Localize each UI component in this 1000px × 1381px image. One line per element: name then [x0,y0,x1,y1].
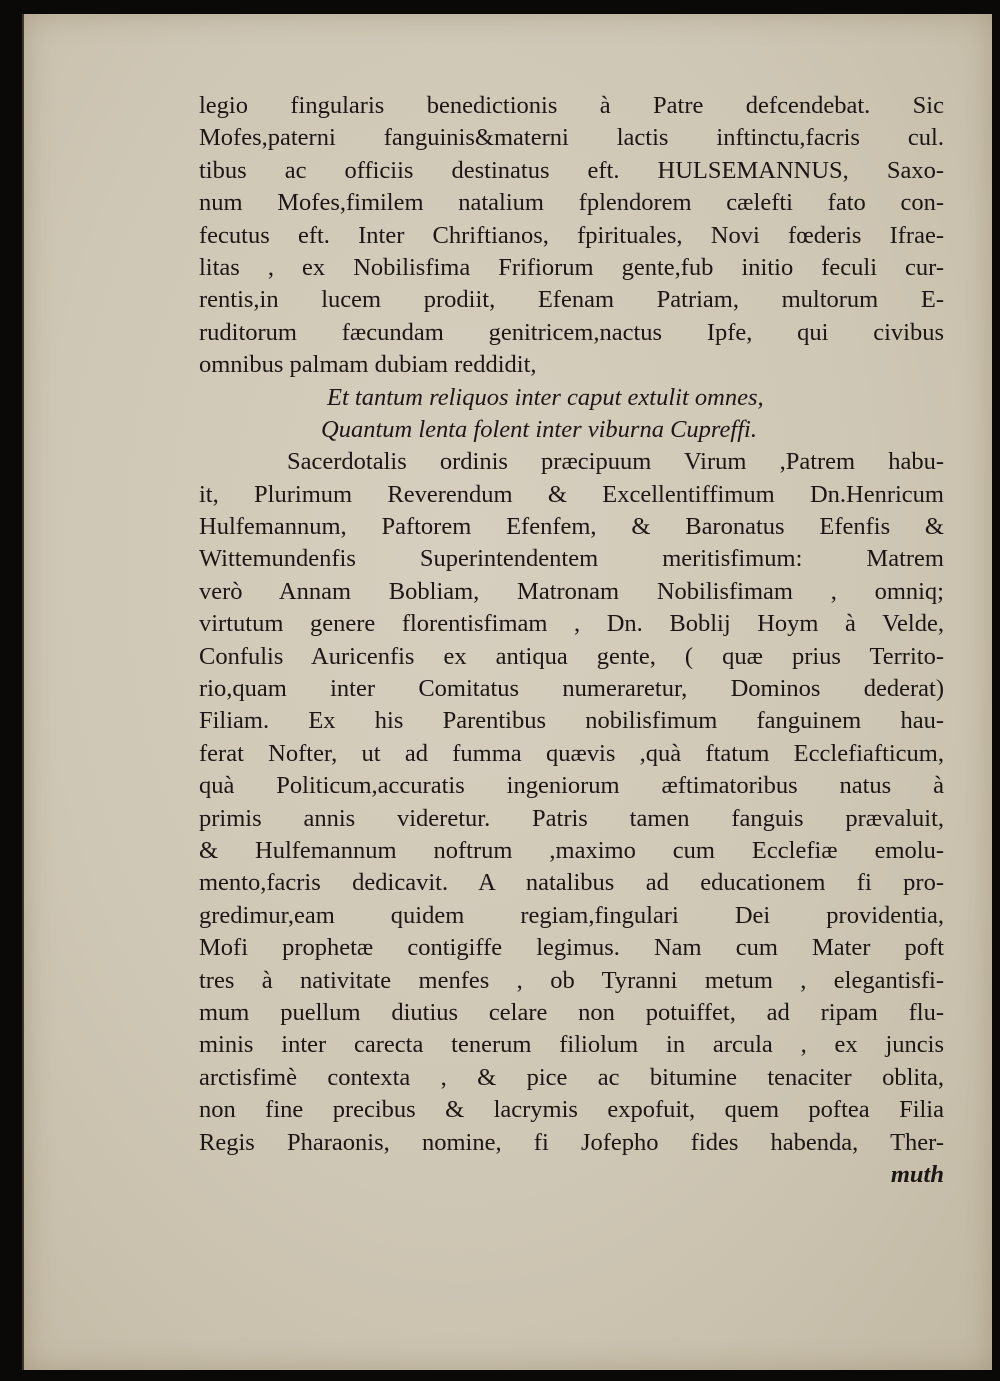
scanned-page [22,14,992,1370]
text-line: Hulfemannum, Paftorem Efenfem, & Baronatus Efenfis & [199,513,944,541]
text-line: primis annis videretur. Patris tamen fanguis prævaluit, [199,804,944,832]
text-line: verò Annam Bobliam, Matronam Nobilisfimam , omniq; [199,577,944,605]
text-line: & Hulfemannum noftrum ,maximo cum Ecclefiæ emolu- [199,836,944,864]
text-line: mento,facris dedicavit. A natalibus ad educationem fi pro- [199,869,944,897]
page-body-text [199,90,944,1191]
text-line: tibus ac officiis destinatus eft. HULSEMANNUS, Saxo- [199,156,944,184]
text-line: num Mofes,fimilem natalium fplendorem cælefti fato con- [199,189,944,217]
text-line: tres à nativitate menfes , ob Tyranni metum , elegantisfi- [199,966,944,994]
text-line: quà Politicum,accuratis ingeniorum æftimatoribus natus à [199,772,944,800]
text-line: legio fingularis benedictionis à Patre defcendebat. Sic [199,92,944,119]
text-line: arctisfimè contexta , & pice ac bitumine tenaciter oblita, [199,1063,944,1091]
text-line: litas , ex Nobilisfima Frifiorum gente,fub initio feculi cur- [199,253,944,281]
text-line: virtutum genere florentisfimam , Dn. Boblij Hoym à Velde, [199,610,944,638]
text-line: Mofi prophetæ contigiffe legimus. Nam cum Mater poft [199,934,944,962]
text-line: Filiam. Ex his Parentibus nobilisfimum fanguinem hau- [199,707,944,735]
verse-line: Et tantum reliquos inter caput extulit omnes, [327,383,764,411]
text-line: minis inter carecta tenerum filiolum in arcula , ex juncis [199,1031,944,1059]
text-line: rio,quam inter Comitatus numeraretur, Dominos dederat) [199,675,944,703]
paragraph-start-line: Sacerdotalis ordinis præcipuum Virum ,Patrem habu- [287,448,944,476]
text-line: Wittemundenfis Superintendentem meritisfimum: Matrem [199,545,944,573]
text-line: it, Plurimum Reverendum & Excellentiffimum Dn.Henricum [199,480,944,508]
text-line: gredimur,eam quidem regiam,fingulari Dei providentia, [199,901,944,929]
text-line: Regis Pharaonis, nomine, fi Jofepho fides habenda, Ther- [199,1128,944,1156]
text-line: ruditorum fæcundam genitricem,nactus Ipfe, qui civibus [199,318,944,346]
text-line: Confulis Auricenfis ex antiqua gente, ( quæ prius Territo- [199,642,944,670]
text-line: ferat Nofter, ut ad fumma quævis ,quà ftatum Ecclefiafticum, [199,739,944,767]
text-line: non fine precibus & lacrymis expofuit, quem poftea Filia [199,1096,944,1124]
text-line: omnibus palmam dubiam reddidit, [199,351,537,379]
text-line: rentis,in lucem prodiit, Efenam Patriam, multorum E- [199,286,944,314]
catchword: muth [890,1160,944,1188]
text-line: mum puellum diutius celare non potuiffet, ad ripam flu- [199,998,944,1026]
text-line: Mofes,paterni fanguinis&materni lactis inftinctu,facris cul. [199,124,944,152]
verse-line: Quantum lenta folent inter viburna Cupreffi. [321,415,757,443]
text-line: fecutus eft. Inter Chriftianos, fpirituales, Novi fœderis Ifrae- [199,221,944,249]
